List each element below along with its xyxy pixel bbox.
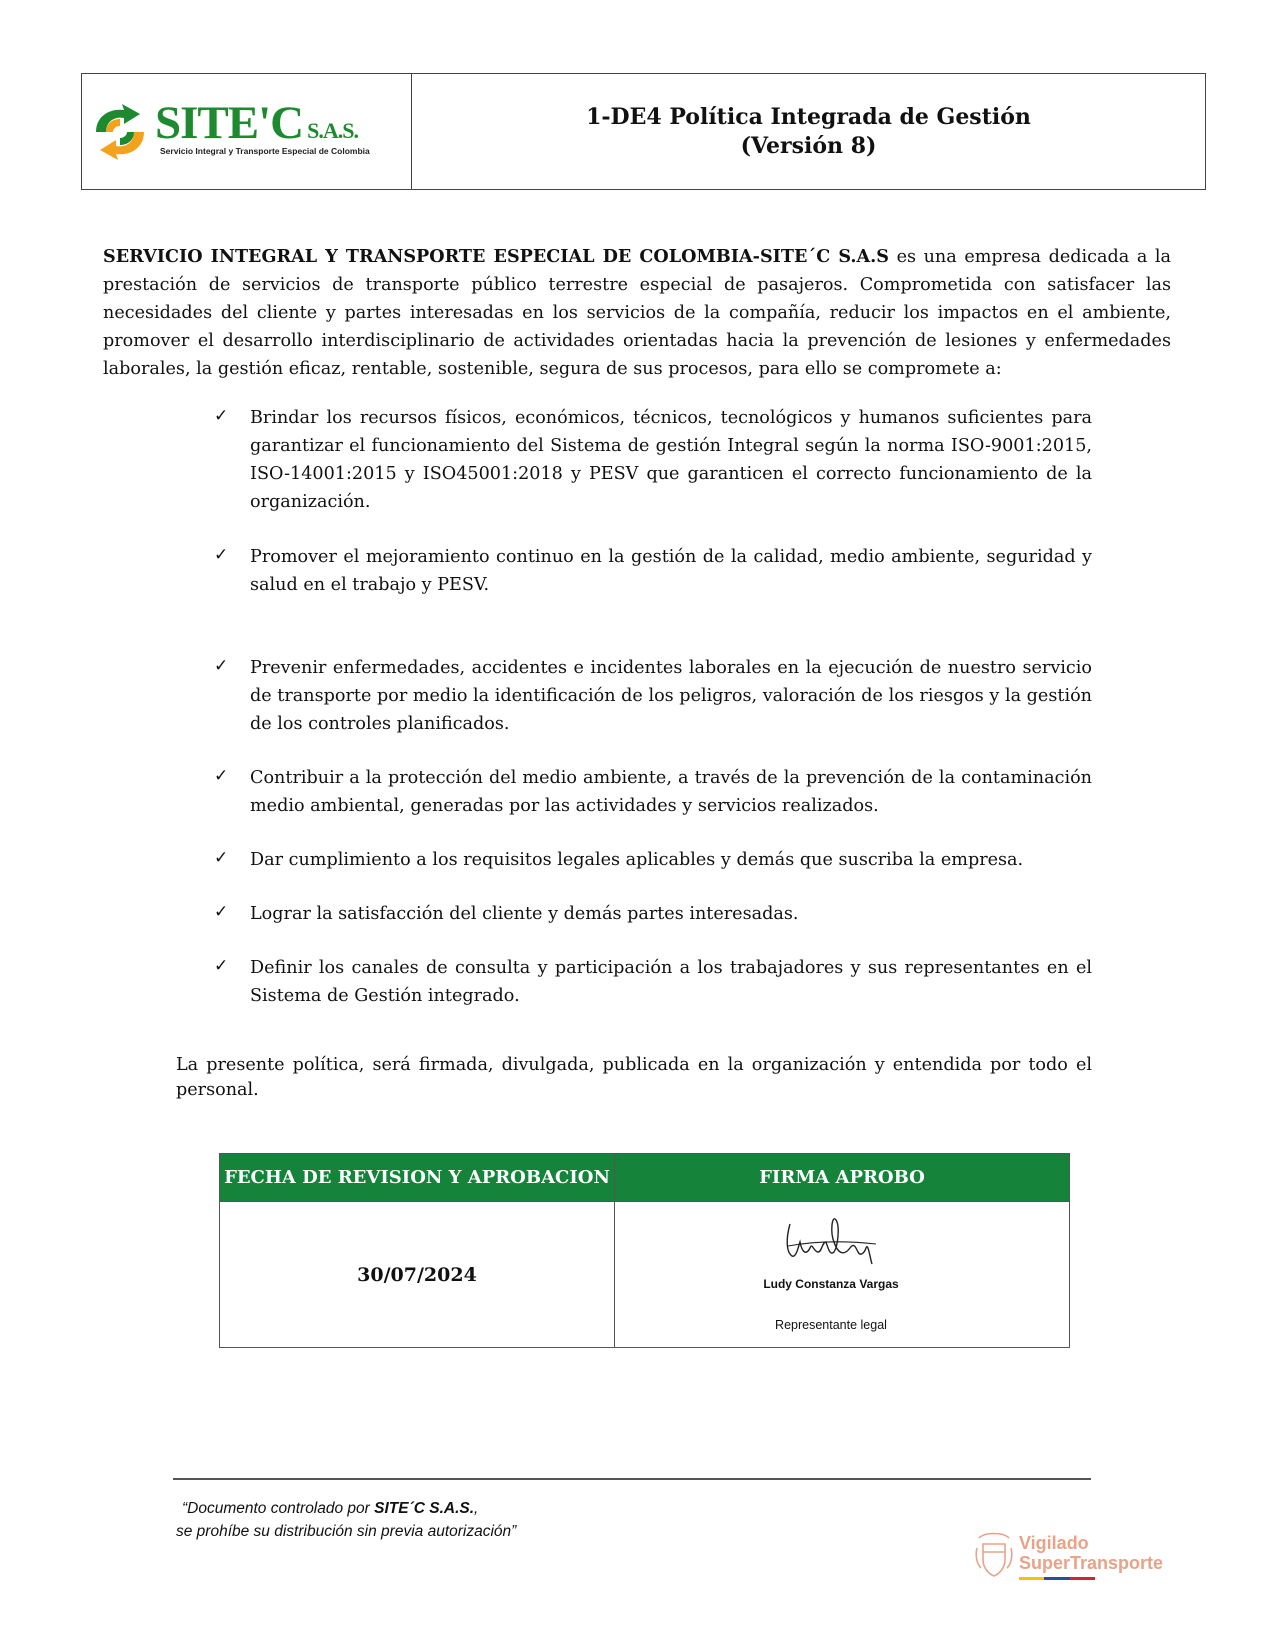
checkmark-icon: ✓ [214,956,229,976]
list-item [214,900,1092,928]
list-item [214,954,1092,1010]
approval-date: 30/07/2024 [220,1201,615,1347]
logo-suffix: S.A.S. [307,118,358,143]
closing-paragraph: La presente política, será firmada, divulgada, publicada en la organización y entendida por todo el personal. [176,1055,1092,1100]
footer-divider [173,1478,1091,1480]
list-item [214,764,1092,820]
title-line-2: (Versión 8) [740,132,877,159]
checkmark-icon: ✓ [214,406,229,426]
coat-of-arms-icon [973,1530,1015,1580]
signer-name: Ludy Constanza Vargas [763,1277,899,1291]
signer-role: Representante legal [775,1318,887,1332]
footer-company: SITE´C S.A.S. [374,1500,475,1517]
signature-cell [615,1201,1069,1347]
company-logo [82,74,412,189]
flag-bar [1019,1577,1095,1580]
checkmark-icon: ✓ [214,656,229,676]
list-item [214,654,1092,738]
commitment-text: Brindar los recursos físicos, económicos, técnicos, tecnológicos y humanos suficientes para garantizar el funcionamiento del Sistema de gestión Integral según la norma ISO-9001:2015, ISO-14001:2015 y ISO45001:2018 y PESV que garanticen el correcto funcionamiento de la organización. [250,408,1092,512]
logo-name: SITE'C [155,97,304,149]
vigilado-supertransporte-logo [973,1530,1173,1584]
document-header [81,73,1206,190]
footer-suffix: , [474,1500,479,1517]
intro-paragraph [103,243,1171,383]
list-item [214,404,1092,516]
document-title [412,74,1205,189]
company-name: SERVICIO INTEGRAL Y TRANSPORTE ESPECIAL DE COLOMBIA-SITE´C S.A.S [103,246,890,267]
commitment-text: Definir los canales de consulta y participación a los trabajadores y sus representantes en el Sistema de Gestión integrado. [250,958,1092,1006]
checkmark-icon: ✓ [214,848,229,868]
checkmark-icon: ✓ [214,902,229,922]
intro-text: es una empresa dedicada a la prestación de servicios de transporte público terrestre especial de pasajeros. Comprometida con satisfacer las necesidades del cliente y partes interesadas en los servicios de la compañía, reducir los impactos en el ambiente, promover el desarrollo interdisciplinario de actividades orientadas hacia la prevención de lesiones y enfermedades laborales, la gestión eficaz, rentable, sostenible, segura de sus procesos, para ello se compromete a: [103,247,1172,379]
logo-tagline: Servicio Integral y Transporte Especial de Colombia [160,146,370,156]
list-item [214,543,1092,599]
commitment-text: Prevenir enfermedades, accidentes e incidentes laborales en la ejecución de nuestro servicio de transporte por medio la identificación de los peligros, valoración de los riesgos y la gestión de los controles planificados. [250,658,1092,734]
commitment-text: Contribuir a la protección del medio ambiente, a través de la prevención de la contaminación medio ambiental, generadas por las actividades y servicios realizados. [250,768,1092,816]
column-header-signature: FIRMA APROBO [615,1154,1069,1201]
approval-table [219,1153,1070,1348]
commitment-text: Lograr la satisfacción del cliente y demás partes interesadas. [250,904,799,924]
recycle-arrows-icon [90,102,150,162]
commitment-text: Promover el mejoramiento continuo en la gestión de la calidad, medio ambiente, seguridad y salud en el trabajo y PESV. [250,547,1092,595]
commitments-list [214,404,1092,1010]
handwritten-signature [780,1212,880,1270]
column-header-date: FECHA DE REVISION Y APROBACION [220,1154,615,1201]
supertransporte-label: SuperTransporte [1019,1553,1164,1573]
vigilado-label: Vigilado [1019,1533,1089,1553]
checkmark-icon: ✓ [214,545,229,565]
title-line-1: 1-DE4 Política Integrada de Gestión [586,103,1031,130]
footer-note [176,1497,516,1543]
checkmark-icon: ✓ [214,766,229,786]
list-item [214,846,1092,874]
footer-line-2: se prohíbe su distribución sin previa autorización” [176,1523,517,1540]
commitment-text: Dar cumplimiento a los requisitos legales aplicables y demás que suscriba la empresa. [250,850,1024,870]
footer-prefix: “Documento controlado por [182,1500,375,1517]
